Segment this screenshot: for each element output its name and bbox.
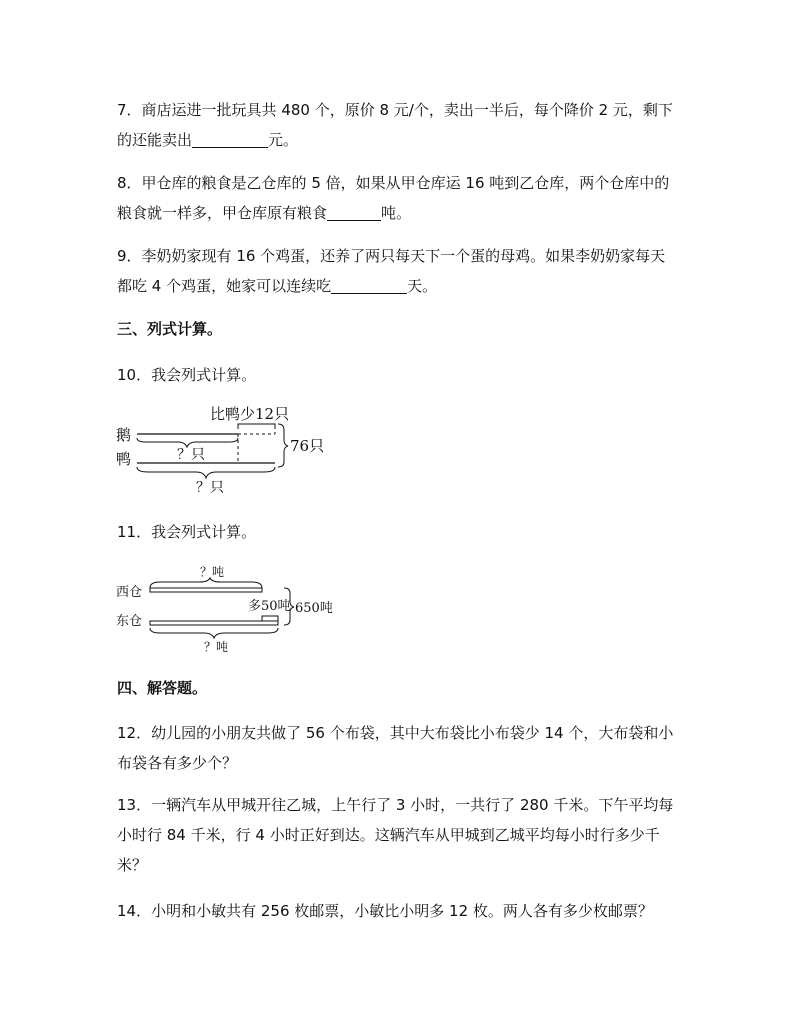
question-text: 一辆汽车从甲城开往乙城，上午行了 3 小时，一共行了 280 千米。下午平均每 bbox=[151, 796, 674, 814]
question-text: 我会列式计算。 bbox=[151, 366, 257, 384]
question-number: 7． bbox=[117, 101, 142, 119]
unit-text: 天。 bbox=[407, 277, 438, 295]
question-text: 甲仓库的粮食是乙仓库的 5 倍，如果从甲仓库运 16 吨到乙仓库，两个仓库中的 bbox=[141, 174, 670, 192]
question-number: 9． bbox=[117, 247, 142, 265]
east-brace bbox=[150, 628, 278, 638]
more-brace bbox=[262, 616, 278, 621]
line-segment-diagram-11 bbox=[112, 562, 352, 658]
duck-brace bbox=[137, 467, 275, 478]
question-number: 10． bbox=[117, 366, 152, 384]
east-label: 东仓 bbox=[116, 614, 143, 629]
question-text: 小明和小敏共有 256 枚邮票，小敏比小明多 12 枚。两人各有多少枚邮票？ bbox=[151, 902, 653, 920]
more-label: 多50吨 bbox=[248, 599, 291, 614]
question-13 bbox=[117, 790, 677, 880]
question-text: 粮食就一样多，甲仓库原有粮食 bbox=[117, 204, 328, 222]
section-heading: 四、解答题。 bbox=[117, 679, 208, 697]
goose-brace bbox=[137, 438, 238, 447]
unit-text: 吨。 bbox=[381, 204, 412, 222]
question-text: 都吃 4 个鸡蛋，她家可以连续吃 bbox=[117, 277, 332, 295]
answer-blank[interactable] bbox=[331, 275, 407, 294]
question-12 bbox=[117, 718, 677, 778]
west-question: ？吨 bbox=[200, 565, 225, 579]
west-brace bbox=[150, 578, 262, 588]
question-text: 我会列式计算。 bbox=[151, 523, 257, 541]
question-number: 11． bbox=[117, 523, 152, 541]
question-text: 的还能卖出 bbox=[117, 131, 193, 149]
question-text: 布袋各有多少个？ bbox=[117, 754, 238, 772]
east-segment bbox=[150, 621, 278, 625]
question-11 bbox=[117, 517, 677, 547]
duck-question: ？只 bbox=[196, 480, 224, 496]
diff-brace bbox=[238, 424, 275, 429]
section-heading: 三、列式计算。 bbox=[117, 320, 223, 338]
question-14 bbox=[117, 896, 677, 926]
question-text: 幼儿园的小朋友共做了 56 个布袋，其中大布袋比小布袋少 14 个，大布袋和小 bbox=[151, 724, 674, 742]
question-number: 8． bbox=[117, 174, 142, 192]
question-9 bbox=[117, 241, 677, 301]
question-text: 商店运进一批玩具共 480 个，原价 8 元/个，卖出一半后，每个降价 2 元，剩下 bbox=[141, 101, 673, 119]
question-text: 小时行 84 千米，行 4 小时正好到达。这辆汽车从甲城到乙城平均每小时行多少千 bbox=[117, 826, 660, 844]
answer-blank[interactable] bbox=[192, 129, 268, 148]
west-segment bbox=[150, 588, 262, 592]
question-text: 米？ bbox=[117, 856, 148, 874]
west-label: 西仓 bbox=[116, 585, 143, 600]
total-brace bbox=[278, 424, 288, 467]
goose-label: 鹅 bbox=[116, 426, 132, 444]
question-10 bbox=[117, 360, 677, 390]
question-7 bbox=[117, 95, 677, 155]
answer-blank[interactable] bbox=[327, 202, 381, 221]
diff-label: 比鸭少12只 bbox=[210, 405, 290, 423]
goose-question: ？只 bbox=[177, 447, 205, 463]
question-8 bbox=[117, 168, 677, 228]
line-segment-diagram-10 bbox=[112, 400, 332, 496]
question-text: 李奶奶家现有 16 个鸡蛋，还养了两只每天下一个蛋的母鸡。如果李奶奶家每天 bbox=[141, 247, 666, 265]
east-question: ？吨 bbox=[204, 640, 229, 654]
total-label: 76只 bbox=[290, 437, 325, 455]
question-number: 13． bbox=[117, 796, 152, 814]
total-label: 650吨 bbox=[295, 601, 333, 616]
question-number: 12． bbox=[117, 724, 152, 742]
question-number: 14． bbox=[117, 902, 152, 920]
unit-text: 元。 bbox=[268, 131, 299, 149]
duck-label: 鸭 bbox=[116, 450, 132, 468]
